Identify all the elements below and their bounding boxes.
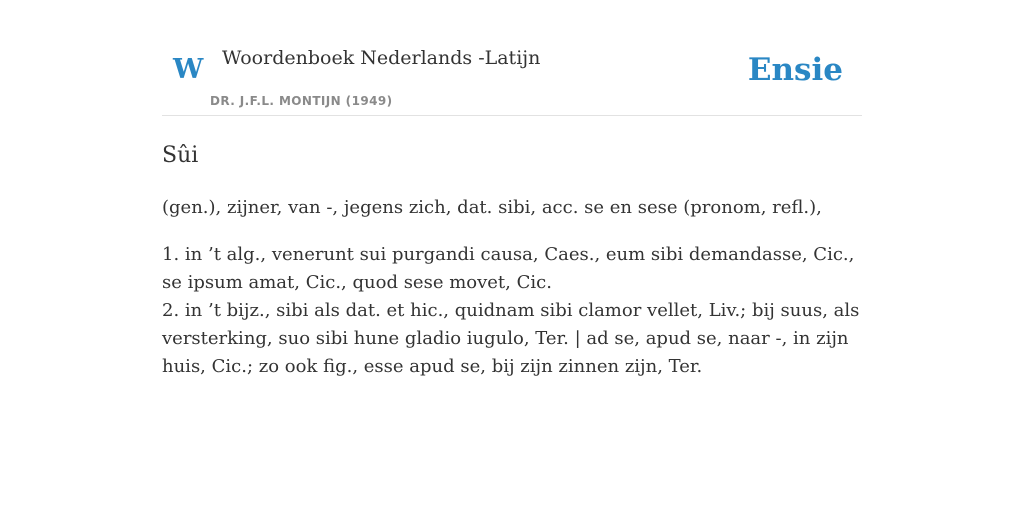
entry-sense-2: 2. in ’t bijz., sibi als dat. et hic., quidnam sibi clamor vellet, Liv.; bij suus, als versterking, suo sibi hune gladio iugulo, Ter. | ad se, apud se, naar -, in zijn huis, Cic.; zo ook fig., esse apud se, bij zijn zinnen zijn, Ter. — [162, 300, 860, 377]
entry-headword: Sûi — [162, 143, 199, 168]
dictionary-header — [162, 0, 862, 116]
dictionary-entry-card — [162, 0, 862, 381]
entry-grammar: (gen.), zijner, van -, jegens zich, dat. sibi, acc. se en sese (pronom, refl.), — [162, 197, 822, 218]
entry-sense-1: 1. in ’t alg., venerunt sui purgandi causa, Caes., eum sibi demandasse, Cic., se ipsum amat, Cic., quod sese movet, Cic. — [162, 244, 855, 293]
dictionary-logo-icon: W — [173, 54, 204, 85]
dictionary-author: DR. J.F.L. MONTIJN (1949) — [210, 94, 393, 108]
dictionary-title[interactable]: Woordenboek Nederlands -Latijn — [222, 47, 541, 69]
entry-definition — [162, 241, 862, 381]
ensie-brand-link[interactable]: Ensie — [747, 52, 843, 88]
